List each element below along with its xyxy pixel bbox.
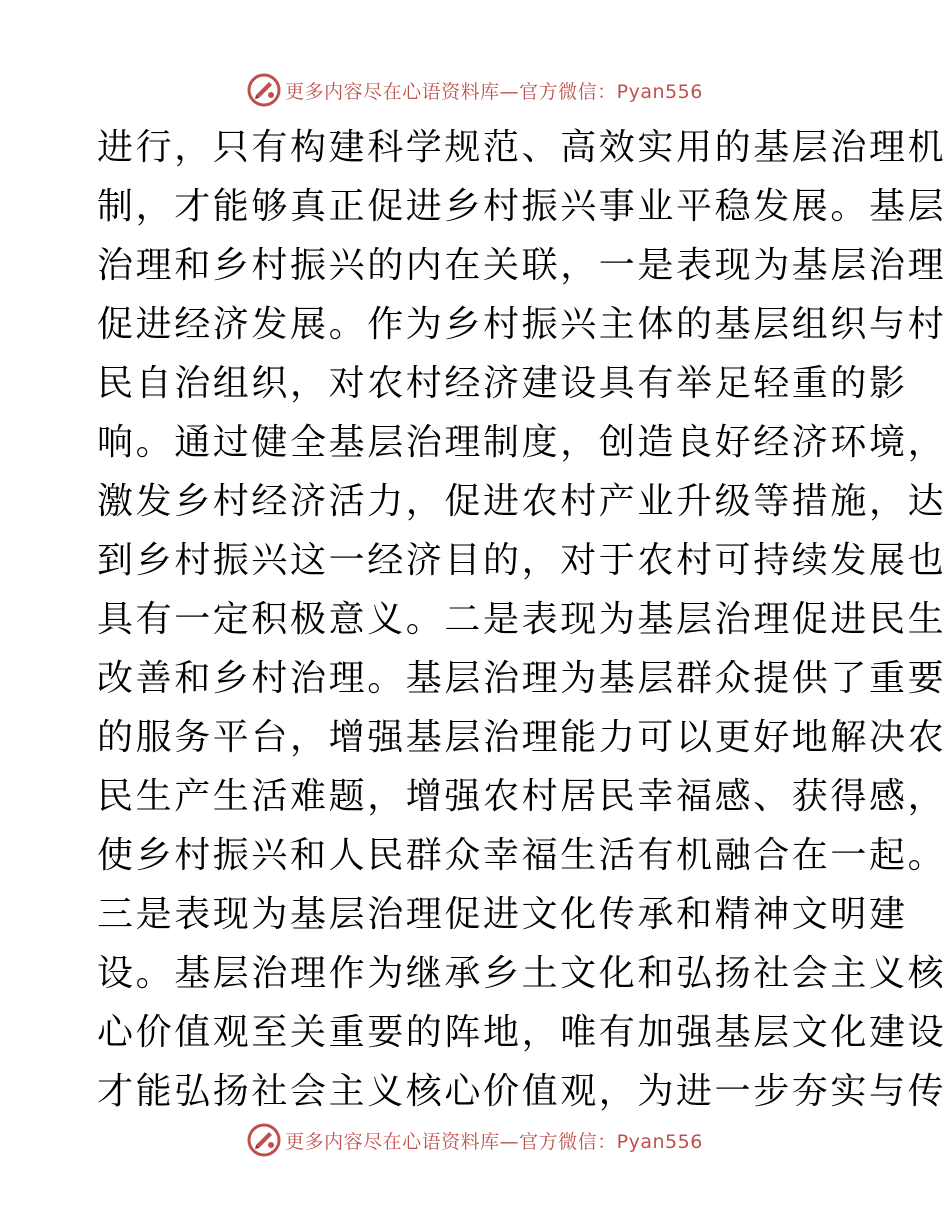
header-watermark — [0, 70, 950, 110]
body-line: 治理和乡村振兴的内在关联，一是表现为基层治理 — [97, 245, 947, 286]
body-line: 促进经济发展。作为乡村振兴主体的基层组织与村 — [97, 304, 947, 345]
body-line: 三是表现为基层治理促进文化传承和精神文明建 — [97, 894, 908, 935]
body-line: 心价值观至关重要的阵地，唯有加强基层文化建设 — [97, 1012, 947, 1053]
body-line: 到乡村振兴这一经济目的，对于农村可持续发展也 — [97, 540, 947, 581]
footer-watermark — [0, 1120, 950, 1160]
body-line: 响。通过健全基层治理制度，创造良好经济环境， — [97, 422, 947, 463]
body-line: 使乡村振兴和人民群众幸福生活有机融合在一起。 — [97, 835, 947, 876]
body-line: 激发乡村经济活力，促进农村产业升级等措施，达 — [97, 481, 947, 522]
logo-icon — [247, 1123, 281, 1157]
body-line: 具有一定积极意义。二是表现为基层治理促进民生 — [97, 599, 947, 640]
body-line: 民生产生活难题，增强农村居民幸福感、获得感， — [97, 776, 947, 817]
body-line: 制，才能够真正促进乡村振兴事业平稳发展。基层 — [97, 186, 947, 227]
body-line: 改善和乡村治理。基层治理为基层群众提供了重要 — [97, 658, 947, 699]
body-line: 进行，只有构建科学规范、高效实用的基层治理机 — [97, 127, 947, 168]
header-watermark-text: 更多内容尽在心语资料库—官方微信：Pyan556 — [285, 80, 703, 103]
body-line: 民自治组织，对农村经济建设具有举足轻重的影 — [97, 363, 908, 404]
footer-watermark-text: 更多内容尽在心语资料库—官方微信：Pyan556 — [285, 1130, 703, 1153]
document-body — [97, 118, 947, 1121]
body-line: 才能弘扬社会主义核心价值观，为进一步夯实与传 — [97, 1071, 947, 1112]
body-line: 设。基层治理作为继承乡土文化和弘扬社会主义核 — [97, 953, 947, 994]
logo-icon — [247, 73, 281, 107]
body-line: 的服务平台，增强基层治理能力可以更好地解决农 — [97, 717, 947, 758]
